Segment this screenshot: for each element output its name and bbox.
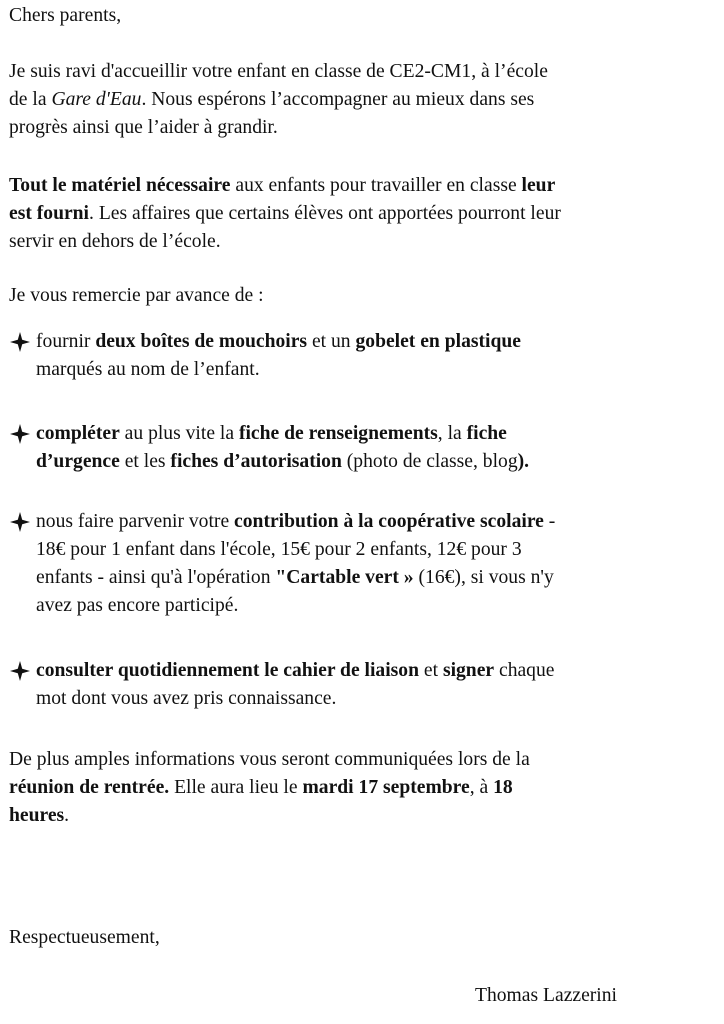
four-point-star-icon: [9, 423, 31, 445]
bullet-3-text-4: (16€), si vous n'y: [413, 567, 554, 588]
materials-text-2: . Les affaires que certains élèves ont apportées pourront leur: [89, 203, 561, 224]
bullet-1-text-1: fournir: [36, 331, 96, 352]
meeting-text-3: .: [64, 805, 70, 826]
bullet-2-bold-3a: fiche: [466, 423, 507, 444]
intro-line-1: Je suis ravi d'accueillir votre enfant en classe de CE2-CM1, à l’école: [9, 61, 548, 82]
bullet-4-text-1: et: [419, 660, 443, 681]
intro-line-3: progrès ainsi que l’aider à grandir.: [9, 117, 278, 138]
meeting-text-2: , à: [469, 777, 494, 798]
bullet-3-line-4: avez pas encore participé.: [36, 595, 239, 616]
bullet-1-line-1: [36, 328, 521, 356]
meeting-line-1: De plus amples informations vous seront communiquées lors de la: [9, 749, 530, 770]
bullet-1-text-2: et un: [307, 331, 356, 352]
meeting-hour-number: 18: [493, 777, 513, 798]
four-point-star-icon: [9, 331, 31, 353]
bullet-text-forms: [36, 420, 529, 476]
bullet-3-bold-1: contribution à la coopérative scolaire: [234, 511, 544, 532]
bullet-1-bold-2: gobelet en plastique: [355, 331, 521, 352]
materials-bold-2b: est fourni: [9, 203, 90, 224]
bullet-3-line-1: [36, 508, 555, 536]
thanks-intro-text: Je vous remercie par avance de :: [9, 285, 264, 306]
closing: [9, 924, 715, 952]
materials-line-1: [9, 172, 715, 200]
bullet-1-bold-1: deux boîtes de mouchoirs: [95, 331, 308, 352]
bullet-3-bold-cartable: "Cartable vert »: [275, 567, 414, 588]
thanks-intro: [9, 282, 715, 310]
intro-line-2-start: de la: [9, 89, 52, 110]
bullet-2-text-3: et les: [119, 451, 171, 472]
bullet-3-text-2: -: [543, 511, 556, 532]
bullet-4-text-2: chaque: [494, 660, 555, 681]
materials-paragraph: [9, 172, 715, 256]
materials-line-3: servir en dehors de l’école.: [9, 231, 221, 252]
bullet-3-line-3: [36, 564, 555, 592]
materials-text-1: aux enfants pour travailler en classe: [230, 175, 522, 196]
intro-line-2: [9, 86, 715, 114]
bullet-2-bold-2: fiche de renseignements: [238, 423, 438, 444]
bullet-text-liaison: [36, 657, 554, 713]
materials-line-2: [9, 200, 715, 228]
closing-text: Respectueusement,: [9, 927, 160, 948]
meeting-line-3: [9, 802, 715, 830]
signature: [475, 982, 617, 1010]
bullet-2-bold-3b: d’urgence: [36, 451, 120, 472]
meeting-date: mardi 17 septembre: [302, 777, 470, 798]
bullet-4-bold-2: signer: [442, 660, 495, 681]
signature-text: Thomas Lazzerini: [475, 985, 617, 1006]
bullet-3-line-2: 18€ pour 1 enfant dans l'école, 15€ pour 2 enfants, 12€ pour 3: [36, 539, 522, 560]
meeting-bold-1: réunion de rentrée.: [9, 777, 170, 798]
meeting-paragraph: [9, 746, 715, 830]
bullet-text-supplies: [36, 328, 521, 384]
bullet-2-line-1: [36, 420, 529, 448]
materials-bold-1: Tout le matériel nécessaire: [9, 175, 231, 196]
bullet-2-line-2: [36, 448, 529, 476]
materials-bold-2a: leur: [521, 175, 556, 196]
bullet-2-bold-5: ).: [517, 451, 530, 472]
intro-line-2-end: . Nous espérons l’accompagner au mieux dans ses: [141, 89, 535, 110]
greeting-text: Chers parents,: [9, 5, 122, 26]
school-name: Gare d'Eau: [51, 89, 142, 110]
bullet-3-text-3: enfants - ainsi qu'à l'opération: [36, 567, 276, 588]
bullet-4-line-1: [36, 657, 554, 685]
bullet-2-text-4: (photo de classe, blog: [341, 451, 518, 472]
greeting: [9, 2, 715, 30]
bullet-1-line-2: marqués au nom de l’enfant.: [36, 359, 260, 380]
meeting-line-2: [9, 774, 715, 802]
four-point-star-icon: [9, 660, 31, 682]
bullet-4-bold-1: consulter quotidiennement le cahier de liaison: [36, 660, 419, 681]
bullet-2-bold-1: compléter: [36, 423, 120, 444]
bullet-4-line-2: mot dont vous avez pris connaissance.: [36, 688, 337, 709]
bullet-3-text-1: nous faire parvenir votre: [36, 511, 235, 532]
bullet-2-text-2: , la: [437, 423, 467, 444]
meeting-hour-word: heures: [9, 805, 65, 826]
bullet-2-text-1: au plus vite la: [119, 423, 239, 444]
bullet-text-contribution: [36, 508, 555, 620]
four-point-star-icon: [9, 511, 31, 533]
meeting-text-1: Elle aura lieu le: [169, 777, 303, 798]
intro-paragraph: [9, 58, 715, 142]
bullet-2-bold-4: fiches d’autorisation: [170, 451, 342, 472]
